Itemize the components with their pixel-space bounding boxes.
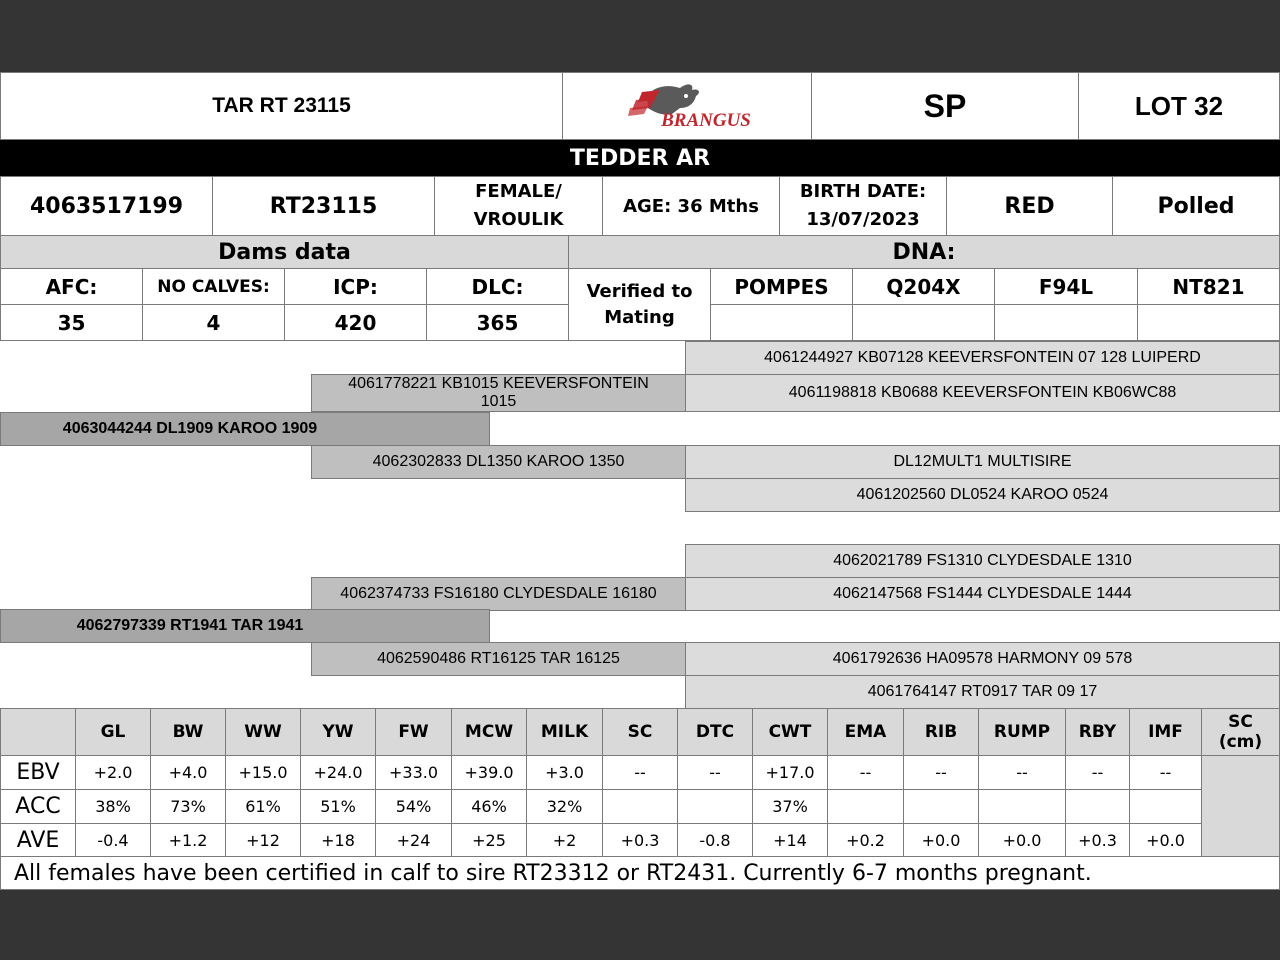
pedigree-dam-dam-dam: 4061764147 RT0917 TAR 09 17 [685,675,1280,709]
ebv-cell-acc-milk: 32% [526,789,603,824]
bull-logo-icon [602,78,772,134]
animal-name-bar: TEDDER AR [0,140,1280,176]
ebv-cell-ebv-imf: -- [1129,755,1202,790]
ebv-cell-acc-ema [827,789,904,824]
pedigree-dam-dam-sire: 4061792636 HA09578 HARMONY 09 578 [685,642,1280,676]
ebv-cell-ebv-ww: +15.0 [225,755,301,790]
icp-header: ICP: [284,268,427,305]
ebv-cell-acc-ww: 61% [225,789,301,824]
ebv-header-dtc: DTC [677,708,753,756]
ebv-cell-ave-bw: +1.2 [150,823,226,857]
ebv-header-yw: YW [300,708,376,756]
ebv-header-sc-cm [1201,708,1280,756]
pedigree-dam-sire: 4062374733 FS16180 CLYDESDALE 16180 [311,577,686,611]
ebv-header-sc-cm-line-2: (cm) [1218,732,1263,752]
dna-result-nt821 [1137,304,1280,341]
ebv-cell-ebv-sc: -- [602,755,678,790]
horn-status-cell: Polled [1112,176,1280,236]
ebv-cell-ave-mcw: +25 [451,823,527,857]
lot-number: LOT 32 [1078,72,1280,140]
svg-text:BRANGUS: BRANGUS [661,110,751,131]
ebv-cell-ebv-rib: -- [903,755,979,790]
dna-result-q204x [852,304,995,341]
ebv-cell-ebv-milk: +3.0 [526,755,603,790]
pedigree-dam-sire-dam: 4062147568 FS1444 CLYDESDALE 1444 [685,577,1280,611]
pedigree-sire-sire-dam: 4061198818 KB0688 KEEVERSFONTEIN KB06WC88 [685,374,1280,412]
dna-result-f94l [994,304,1138,341]
pedigree-sire: 4063044244 DL1909 KAROO 1909 [0,412,490,446]
pedigree-sire-dam-dam: 4061202560 DL0524 KAROO 0524 [685,478,1280,512]
ebv-header-bw: BW [150,708,226,756]
pedigree-dam-dam: 4062590486 RT16125 TAR 16125 [311,642,686,676]
ebv-cell-ave-cwt: +14 [752,823,828,857]
ebv-cell-ave-rby: +0.3 [1065,823,1130,857]
dlc-value: 365 [426,304,569,341]
no-calves-header: NO CALVES: [142,268,285,305]
footer-note: All females have been certified in calf to sire RT23312 or RT2431. Currently 6-7 months pregnant. [0,856,1280,890]
ebv-cell-ebv-cwt: +17.0 [752,755,828,790]
ebv-header-ww: WW [225,708,301,756]
pedigree-sire-dam: 4062302833 DL1350 KAROO 1350 [311,445,686,479]
ebv-cell-ave-rump: +0.0 [978,823,1066,857]
pedigree-sire-sire: 4061778221 KB1015 KEEVERSFONTEIN 1015 [311,374,686,412]
afc-value: 35 [0,304,143,341]
ebv-header-rby: RBY [1065,708,1130,756]
ebv-cell-acc-gl: 38% [75,789,151,824]
ebv-cell-ave-gl: -0.4 [75,823,151,857]
ebv-header-gl: GL [75,708,151,756]
pedigree-dam: 4062797339 RT1941 TAR 1941 [0,609,490,643]
ebv-header-sc-cm-line-1: SC [1228,712,1253,732]
ebv-cell-ave-sc: +0.3 [602,823,678,857]
ebv-corner [0,708,76,756]
ebv-cell-acc-mcw: 46% [451,789,527,824]
ebv-cell-ebv-fw: +33.0 [375,755,452,790]
pedigree-sire-dam-sire: DL12MULT1 MULTISIRE [685,445,1280,479]
ebv-header-fw: FW [375,708,452,756]
no-calves-value: 4 [142,304,285,341]
dna-title: DNA: [568,235,1280,269]
animal-id: TAR RT 23115 [0,72,563,140]
ebv-row-label-acc: ACC [0,789,76,824]
brangus-logo [562,72,812,140]
pedigree-dam-sire-sire: 4062021789 FS1310 CLYDESDALE 1310 [685,544,1280,578]
dlc-header: DLC: [426,268,569,305]
ebv-cell-ave-yw: +18 [300,823,376,857]
ebv-cell-ave-fw: +24 [375,823,452,857]
ebv-cell-acc-dtc [677,789,753,824]
registration-number: 4063517199 [0,176,213,236]
ebv-cell-ave-milk: +2 [526,823,603,857]
birth-date-value: 13/07/2023 [806,209,920,230]
ebv-cell-acc-rump [978,789,1066,824]
verified-line-1: Verified to [586,280,693,302]
birth-date-label: BIRTH DATE: [799,181,927,202]
ebv-header-milk: MILK [526,708,603,756]
ebv-cell-ebv-bw: +4.0 [150,755,226,790]
pedigree-sire-sire-sire: 4061244927 KB07128 KEEVERSFONTEIN 07 128 LUIPERD [685,341,1280,375]
ebv-header-cwt: CWT [752,708,828,756]
dna-test-nt821: NT821 [1137,268,1280,305]
ebv-row-label-ave: AVE [0,823,76,857]
sex-line-2: VROULIK [473,209,564,230]
ebv-cell-ebv-gl: +2.0 [75,755,151,790]
tattoo-number: RT23115 [212,176,435,236]
birth-date-cell [779,176,947,236]
sc-cm-value-block [1201,755,1280,857]
sex-line-1: FEMALE/ [475,181,562,202]
ebv-cell-acc-fw: 54% [375,789,452,824]
ebv-cell-ebv-dtc: -- [677,755,753,790]
age-cell: AGE: 36 Mths [602,176,780,236]
ebv-cell-acc-yw: 51% [300,789,376,824]
ebv-cell-acc-sc [602,789,678,824]
dna-test-pompes: POMPES [710,268,853,305]
afc-header: AFC: [0,268,143,305]
ebv-header-rib: RIB [903,708,979,756]
dna-test-q204x: Q204X [852,268,995,305]
sp-label: SP [811,72,1079,140]
ebv-header-imf: IMF [1129,708,1202,756]
ebv-cell-ebv-rump: -- [978,755,1066,790]
ebv-header-sc: SC [602,708,678,756]
ebv-cell-acc-rby [1065,789,1130,824]
ebv-cell-ave-ww: +12 [225,823,301,857]
ebv-header-ema: EMA [827,708,904,756]
icp-value: 420 [284,304,427,341]
ebv-cell-acc-rib [903,789,979,824]
ebv-cell-ave-rib: +0.0 [903,823,979,857]
ebv-header-mcw: MCW [451,708,527,756]
dna-result-pompes [710,304,853,341]
ebv-header-rump: RUMP [978,708,1066,756]
ebv-row-label-ebv: EBV [0,755,76,790]
sex-cell [434,176,603,236]
color-cell: RED [946,176,1113,236]
ebv-cell-ebv-ema: -- [827,755,904,790]
ebv-cell-ebv-yw: +24.0 [300,755,376,790]
verified-line-2: Mating [604,306,675,328]
dams-data-title: Dams data [0,235,569,269]
ebv-cell-acc-imf [1129,789,1202,824]
ebv-cell-ave-imf: +0.0 [1129,823,1202,857]
ebv-cell-ebv-mcw: +39.0 [451,755,527,790]
ebv-cell-ebv-rby: -- [1065,755,1130,790]
ebv-table [0,708,1280,857]
dna-test-f94l: F94L [994,268,1138,305]
ebv-cell-acc-bw: 73% [150,789,226,824]
ebv-cell-ave-dtc: -0.8 [677,823,753,857]
verified-to-mating [568,268,711,341]
ebv-cell-acc-cwt: 37% [752,789,828,824]
lot-sheet [0,72,1280,890]
ebv-cell-ave-ema: +0.2 [827,823,904,857]
